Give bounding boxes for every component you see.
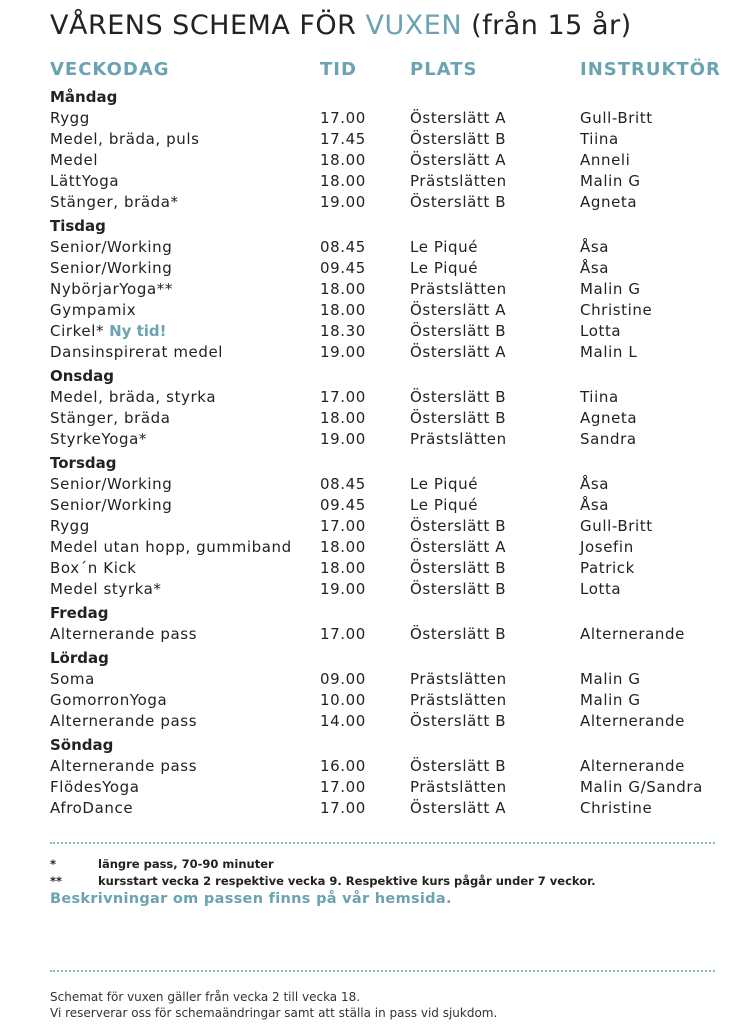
session-instructor: Åsa xyxy=(580,475,610,493)
session-time: 17.00 xyxy=(320,109,366,127)
session-row xyxy=(0,558,730,579)
session-instructor: Åsa xyxy=(580,238,610,256)
session-time: 17.00 xyxy=(320,625,366,643)
session-time: 17.00 xyxy=(320,778,366,796)
session-activity xyxy=(50,669,95,690)
session-row xyxy=(0,237,730,258)
session-instructor: Agneta xyxy=(580,409,638,427)
day-heading: Lördag xyxy=(50,649,109,667)
activity-label: Medel styrka* xyxy=(50,580,162,598)
session-activity xyxy=(50,258,172,279)
session-row xyxy=(0,516,730,537)
session-activity xyxy=(50,777,140,798)
session-place: Österslätt B xyxy=(410,580,507,598)
session-time: 18.00 xyxy=(320,538,366,556)
session-time: 14.00 xyxy=(320,712,366,730)
session-row xyxy=(0,171,730,192)
session-row xyxy=(0,756,730,777)
header-day: VECKODAG xyxy=(50,59,170,80)
session-activity xyxy=(50,711,197,732)
session-row xyxy=(0,300,730,321)
session-place: Österslätt B xyxy=(410,409,507,427)
session-time: 19.00 xyxy=(320,580,366,598)
session-instructor: Patrick xyxy=(580,559,635,577)
session-row xyxy=(0,129,730,150)
activity-label: Cirkel* xyxy=(50,322,105,340)
activity-label: StyrkeYoga* xyxy=(50,430,147,448)
session-place: Österslätt B xyxy=(410,625,507,643)
session-time: 08.45 xyxy=(320,238,366,256)
session-time: 18.00 xyxy=(320,559,366,577)
session-row xyxy=(0,579,730,600)
session-place: Österslätt A xyxy=(410,301,507,319)
day-heading: Söndag xyxy=(50,736,114,754)
header-instructor: INSTRUKTÖR xyxy=(580,59,721,80)
session-instructor: Christine xyxy=(580,799,653,817)
session-row xyxy=(0,474,730,495)
footer-line-1: Schemat för vuxen gäller från vecka 2 till vecka 18. xyxy=(50,990,361,1004)
activity-label: Senior/Working xyxy=(50,259,173,277)
activity-label: Gympamix xyxy=(50,301,137,319)
activity-label: Medel, bräda, styrka xyxy=(50,388,217,406)
session-activity xyxy=(50,429,147,450)
activity-label: NybörjarYoga** xyxy=(50,280,173,298)
session-time: 09.00 xyxy=(320,670,366,688)
session-activity xyxy=(50,474,172,495)
session-place: Österslätt A xyxy=(410,343,507,361)
activity-label: LättYoga xyxy=(50,172,120,190)
activity-label: Dansinspirerat medel xyxy=(50,343,224,361)
session-place: Österslätt B xyxy=(410,130,507,148)
session-activity xyxy=(50,279,173,300)
activity-label: Medel xyxy=(50,151,99,169)
session-place: Prästslätten xyxy=(410,430,507,448)
session-time: 17.45 xyxy=(320,130,366,148)
activity-label: Alternerande pass xyxy=(50,712,198,730)
session-instructor: Sandra xyxy=(580,430,637,448)
note-double-star xyxy=(50,874,596,888)
session-activity xyxy=(50,171,119,192)
session-instructor: Agneta xyxy=(580,193,638,211)
session-activity xyxy=(50,129,200,150)
session-activity xyxy=(50,756,197,777)
session-instructor: Tiina xyxy=(580,388,619,406)
day-heading: Måndag xyxy=(50,88,118,106)
session-place: Prästslätten xyxy=(410,778,507,796)
note-text: längre pass, 70-90 minuter xyxy=(98,857,274,871)
session-place: Österslätt A xyxy=(410,799,507,817)
session-place: Österslätt B xyxy=(410,517,507,535)
session-place: Österslätt A xyxy=(410,109,507,127)
page-title xyxy=(50,10,632,41)
session-place: Österslätt A xyxy=(410,538,507,556)
session-activity xyxy=(50,558,137,579)
session-activity xyxy=(50,690,167,711)
activity-label: Senior/Working xyxy=(50,238,173,256)
activity-label: Senior/Working xyxy=(50,475,173,493)
session-instructor: Alternerande xyxy=(580,712,685,730)
session-time: 18.00 xyxy=(320,280,366,298)
session-activity xyxy=(50,237,172,258)
note-text: kursstart vecka 2 respektive vecka 9. Respektive kurs pågår under 7 veckor. xyxy=(98,874,596,888)
session-row xyxy=(0,429,730,450)
session-activity xyxy=(50,516,90,537)
session-activity xyxy=(50,108,90,129)
activity-label: Rygg xyxy=(50,517,90,535)
session-time: 18.00 xyxy=(320,301,366,319)
activity-label: Senior/Working xyxy=(50,496,173,514)
note-single-star xyxy=(50,857,274,871)
session-place: Österslätt B xyxy=(410,388,507,406)
session-instructor: Josefin xyxy=(580,538,634,556)
session-instructor: Tiina xyxy=(580,130,619,148)
header-place: PLATS xyxy=(410,59,478,80)
session-time: 17.00 xyxy=(320,388,366,406)
session-time: 17.00 xyxy=(320,799,366,817)
session-place: Prästslätten xyxy=(410,670,507,688)
session-row xyxy=(0,387,730,408)
website-note: Beskrivningar om passen finns på vår hemsida. xyxy=(50,891,452,907)
column-headers xyxy=(0,59,730,83)
session-time: 18.30 xyxy=(320,322,366,340)
session-row xyxy=(0,537,730,558)
session-activity xyxy=(50,408,171,429)
activity-label: Stänger, bräda* xyxy=(50,193,179,211)
session-time: 19.00 xyxy=(320,343,366,361)
session-activity xyxy=(50,387,216,408)
day-heading: Fredag xyxy=(50,604,109,622)
activity-label: AfroDance xyxy=(50,799,134,817)
activity-label: FlödesYoga xyxy=(50,778,140,796)
session-time: 18.00 xyxy=(320,172,366,190)
session-place: Österslätt B xyxy=(410,322,507,340)
session-row xyxy=(0,408,730,429)
session-time: 18.00 xyxy=(320,409,366,427)
session-instructor: Gull-Britt xyxy=(580,517,653,535)
schedule-table xyxy=(0,87,730,819)
session-place: Österslätt B xyxy=(410,757,507,775)
session-row xyxy=(0,624,730,645)
activity-label: Soma xyxy=(50,670,95,688)
session-row xyxy=(0,192,730,213)
session-time: 09.45 xyxy=(320,259,366,277)
divider-top xyxy=(50,842,715,844)
title-suffix: (från 15 år) xyxy=(471,10,632,41)
session-row xyxy=(0,108,730,129)
activity-label: Medel, bräda, puls xyxy=(50,130,200,148)
session-instructor: Lotta xyxy=(580,580,622,598)
activity-label: Alternerande pass xyxy=(50,757,198,775)
activity-label: Alternerande pass xyxy=(50,625,198,643)
day-heading: Tisdag xyxy=(50,217,106,235)
session-place: Le Piqué xyxy=(410,238,479,256)
session-time: 19.00 xyxy=(320,430,366,448)
session-instructor: Gull-Britt xyxy=(580,109,653,127)
session-activity xyxy=(50,537,292,558)
session-activity xyxy=(50,798,133,819)
session-row xyxy=(0,777,730,798)
session-place: Österslätt B xyxy=(410,559,507,577)
note-mark: * xyxy=(50,857,57,871)
divider-bottom xyxy=(50,970,715,972)
session-row xyxy=(0,690,730,711)
activity-label: GomorronYoga xyxy=(50,691,168,709)
footer-line-2: Vi reserverar oss för schemaändringar samt att ställa in pass vid sjukdom. xyxy=(50,1006,498,1020)
session-instructor: Alternerande xyxy=(580,757,685,775)
session-place: Prästslätten xyxy=(410,280,507,298)
session-time: 19.00 xyxy=(320,193,366,211)
session-time: 08.45 xyxy=(320,475,366,493)
session-place: Österslätt B xyxy=(410,712,507,730)
session-activity xyxy=(50,495,172,516)
session-activity xyxy=(50,624,197,645)
note-mark: ** xyxy=(50,874,63,888)
session-row xyxy=(0,495,730,516)
session-row xyxy=(0,258,730,279)
session-instructor: Malin L xyxy=(580,343,638,361)
session-activity xyxy=(50,300,136,321)
title-prefix: VÅRENS SCHEMA FÖR xyxy=(50,10,357,41)
activity-label: Rygg xyxy=(50,109,90,127)
session-row xyxy=(0,279,730,300)
session-row xyxy=(0,321,730,342)
session-time: 17.00 xyxy=(320,517,366,535)
session-activity xyxy=(50,321,167,342)
session-place: Prästslätten xyxy=(410,691,507,709)
session-time: 18.00 xyxy=(320,151,366,169)
title-accent: VUXEN xyxy=(365,10,463,41)
session-time: 09.45 xyxy=(320,496,366,514)
session-instructor: Malin G xyxy=(580,670,641,688)
session-place: Le Piqué xyxy=(410,475,479,493)
session-instructor: Malin G/Sandra xyxy=(580,778,703,796)
header-time: TID xyxy=(320,59,357,80)
session-place: Österslätt A xyxy=(410,151,507,169)
activity-label: Box´n Kick xyxy=(50,559,137,577)
session-activity xyxy=(50,579,162,600)
session-instructor: Christine xyxy=(580,301,653,319)
new-time-tag: Ny tid! xyxy=(109,322,167,340)
session-instructor: Anneli xyxy=(580,151,631,169)
session-place: Le Piqué xyxy=(410,259,479,277)
session-row xyxy=(0,150,730,171)
activity-label: Medel utan hopp, gummiband xyxy=(50,538,292,556)
day-heading: Onsdag xyxy=(50,367,114,385)
session-instructor: Åsa xyxy=(580,259,610,277)
session-row xyxy=(0,669,730,690)
session-activity xyxy=(50,342,223,363)
session-instructor: Alternerande xyxy=(580,625,685,643)
session-place: Prästslätten xyxy=(410,172,507,190)
session-instructor: Åsa xyxy=(580,496,610,514)
activity-label: Stänger, bräda xyxy=(50,409,171,427)
session-instructor: Malin G xyxy=(580,691,641,709)
session-row xyxy=(0,342,730,363)
session-instructor: Malin G xyxy=(580,172,641,190)
session-instructor: Malin G xyxy=(580,280,641,298)
session-place: Österslätt B xyxy=(410,193,507,211)
session-activity xyxy=(50,192,179,213)
session-time: 10.00 xyxy=(320,691,366,709)
session-row xyxy=(0,798,730,819)
session-time: 16.00 xyxy=(320,757,366,775)
session-row xyxy=(0,711,730,732)
day-heading: Torsdag xyxy=(50,454,117,472)
session-place: Le Piqué xyxy=(410,496,479,514)
session-instructor: Lotta xyxy=(580,322,622,340)
session-activity xyxy=(50,150,98,171)
